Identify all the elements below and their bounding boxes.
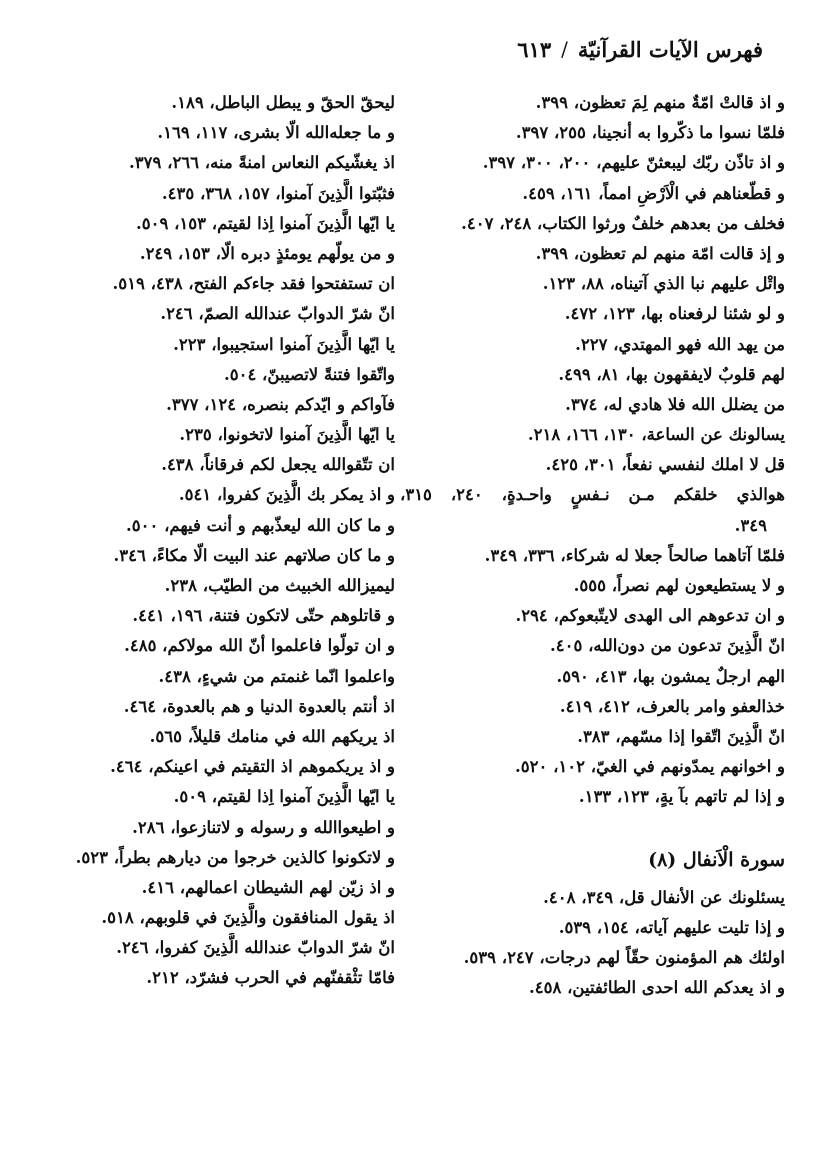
verse-line-continuation: ٣٤٩. bbox=[734, 515, 767, 535]
verse-line: فلمّا آتاهما صالحاً جعلا له شركاء، ٣٣٦، ٣٤٩. bbox=[484, 545, 785, 565]
verse-line: واتْل عليهم نبا الذي آتيناه، ٨٨، ١٢٣. bbox=[542, 274, 785, 294]
verse-line: لهم قلوبٌ لايفقهون بها، ٨١، ٤٩٩. bbox=[558, 364, 785, 384]
verse-line: و ان تدعوهم الى الهدى لايتّبعوكم، ٢٩٤. bbox=[515, 606, 785, 626]
verse-line: و ما كان صلاتهم عند البيت الّا مكاءً، ٣٤٦. bbox=[113, 545, 395, 565]
verse-line: خذالعفو وامر بالعرف، ٤١٢، ٤١٩. bbox=[559, 696, 785, 716]
running-title: فهرس الآيات القرآنيّة bbox=[577, 36, 763, 62]
verse-line: ليميزالله الخبيث من الطيّب، ٢٣٨. bbox=[164, 576, 395, 595]
verse-line: فثبّتوا الَّذِينَ آمنوا، ١٥٧، ٣٦٨، ٤٣٥. bbox=[161, 183, 395, 203]
verse-line: و اذ يعدكم الله احدى الطائفتين، ٤٥٨. bbox=[529, 978, 785, 998]
verse-line: واتّقوا فتنةً لاتصيبنّ، ٥٠٤. bbox=[223, 364, 395, 384]
surah-heading: سورة الْاَنفال (٨) bbox=[648, 848, 785, 871]
verse-line: من يضلل الله فلا هادي له، ٣٧٤. bbox=[565, 394, 785, 414]
verse-line: انّ الَّذِينَ تدعون من دون‌الله، ٤٠٥. bbox=[549, 636, 785, 656]
verse-line: قل لا املك لنفسي نفعاً، ٣٠١، ٤٢٥. bbox=[545, 455, 785, 475]
verse-line: يا ايّها الَّذِينَ آمنوا اِذا لقيتم، ٥٠٩. bbox=[173, 787, 395, 807]
verse-line: فلمّا نسوا ما ذكّروا به أنجينا، ٢٥٥، ٣٩٧. bbox=[515, 123, 785, 143]
verse-line: و لا يستطيعون لهم نصراً، ٥٥٥. bbox=[573, 576, 785, 595]
verse-line: و اذ يمكر بك الَّذِينَ كفروا، ٥٤١. bbox=[178, 485, 395, 505]
verse-line: اذ يريكهم الله في منامك قليلاً، ٥٦٥. bbox=[149, 726, 395, 746]
verse-line: يا ايّها الَّذِينَ آمنوا اِذا لقيتم، ١٥٣، ٥٠٩. bbox=[135, 213, 395, 233]
verse-line: و قاتلوهم حتّى لاتكون فتنة، ١٩٦، ٤٤١. bbox=[132, 606, 395, 626]
verse-line: اولئك هم المؤمنون حقّاً لهم درجات، ٢٤٧، ٥٣٩. bbox=[463, 947, 785, 967]
verse-line: يسئلونك عن الأنفال قل، ٣٤٩، ٤٠٨. bbox=[543, 887, 785, 907]
verse-line: ان تستفتحوا فقد جاءكم الفتح، ٤٣٨، ٥١٩. bbox=[112, 274, 395, 294]
right-column bbox=[400, 88, 785, 1003]
verse-line: انّ الَّذِينَ اتّقوا إذا مسّهم، ٣٨٣. bbox=[577, 726, 785, 746]
verse-line: يا ايّها الَّذِينَ آمنوا استجيبوا، ٢٢٣. bbox=[173, 334, 395, 354]
verse-line: فخلف من بعدهم خلفٌ ورثوا الكتاب، ٢٤٨، ٤٠٧. bbox=[461, 213, 785, 233]
page-number: ٦١٣ bbox=[517, 36, 552, 62]
verse-line: و اطيعواالله و رسوله و لاتنازعوا، ٢٨٦. bbox=[132, 817, 395, 837]
verse-line: و إذ قالت امّة منهم لم تعظون، ٣٩٩. bbox=[535, 243, 785, 263]
header-separator: / bbox=[561, 37, 568, 61]
section-spacer bbox=[400, 813, 785, 843]
verse-line: انّ شرّ الدوابّ عندالله الصمّ، ٢٤٦. bbox=[160, 304, 395, 324]
verse-line: انّ شرّ الدوابّ عندالله الَّذِينَ كفروا، ٢٤٦. bbox=[116, 938, 395, 958]
verse-line: و اذ قالتْ امّةٌ منهم لِمَ تعظون، ٣٩٩. bbox=[535, 93, 785, 112]
verse-line: و قطّعناهم في الْاَرْضِ امماً، ١٦١، ٤٥٩. bbox=[522, 183, 785, 203]
verse-line: واعلموا انّما غنمتم من شيءٍ، ٤٣٨. bbox=[158, 666, 395, 686]
verse-line: و ما جعله‌الله الّا بشرى، ١١٧، ١٦٩. bbox=[157, 123, 395, 143]
verse-line-wrapped: هوالذي خلقكم مـن نـفسٍ واحـدةٍ، ٢٤٠، ٣١٥، bbox=[400, 485, 785, 505]
verse-line: و لو شئنا لرفعناه بها، ١٢٣، ٤٧٢. bbox=[564, 304, 785, 324]
page-header bbox=[300, 34, 763, 64]
verse-line: اذ يغشّيكم النعاس امنةً منه، ٢٦٦، ٣٧٩. bbox=[129, 153, 395, 173]
verse-line: فامّا تثْقفنّهم في الحرب فشرّد، ٢١٢. bbox=[146, 968, 395, 988]
verse-line: اذ يقول المنافقون والَّذِينَ في قلوبهم، ٥١٨. bbox=[101, 908, 395, 928]
verse-line: و اذ تاذّن ربّك ليبعثنّ عليهم، ٢٠٠، ٣٠٠، ٣٩٧. bbox=[482, 153, 785, 173]
verse-line: اذ أنتم بالعدوة الدنيا و هم بالعدوة، ٤٦٤. bbox=[123, 696, 395, 716]
verse-line: و اذ يريكموهم اذ التقيتم في اعينكم، ٤٦٤. bbox=[110, 757, 395, 777]
verse-line: يسالونك عن الساعة، ١٣٠، ١٦٦، ٢١٨. bbox=[527, 425, 785, 445]
verse-line: و إذا لم تاتهم بآ يةٍ، ١٢٣، ١٣٣. bbox=[578, 787, 785, 807]
verse-line: و اذ زيّن لهم الشيطان اعمالهم، ٤١٦. bbox=[141, 877, 395, 897]
verse-line: فآواكم و ايّدكم بنصره، ١٢٤، ٣٧٧. bbox=[166, 394, 395, 414]
verse-line: و ما كان الله ليعذّبهم و أنت فيهم، ٥٠٠. bbox=[126, 515, 395, 535]
left-column bbox=[37, 88, 395, 994]
verse-line: من يهد الله فهو المهتدي، ٢٢٧. bbox=[575, 334, 785, 354]
verse-line: و اخوانهم يمدّونهم في الغيّ، ١٠٢، ٥٢٠. bbox=[514, 757, 785, 777]
verse-line: يا ايّها الَّذِينَ آمنوا لاتخونوا، ٢٣٥. bbox=[179, 425, 395, 445]
verse-line: و ان تولّوا فاعلموا أنّ الله مولاكم، ٤٨٥. bbox=[124, 636, 395, 656]
verse-line: و إذا تليت عليهم آياته، ١٥٤، ٥٣٩. bbox=[558, 917, 785, 937]
verse-line: ليحقّ الحقّ و يبطل الباطل، ١٨٩. bbox=[171, 93, 395, 112]
verse-line: ان تتّقوالله يجعل لكم فرقاناً، ٤٣٨. bbox=[161, 455, 395, 475]
verse-line: الهم ارجلٌ يمشون بها، ٤١٣، ٥٩٠. bbox=[556, 666, 785, 686]
verse-line: و لاتكونوا كالذين خرجوا من ديارهم بطراً، ٥٢٣. bbox=[75, 847, 395, 867]
verse-line: و من يولّهم يومئذٍ دبره الّا، ١٥٣، ٢٤٩. bbox=[139, 243, 395, 263]
